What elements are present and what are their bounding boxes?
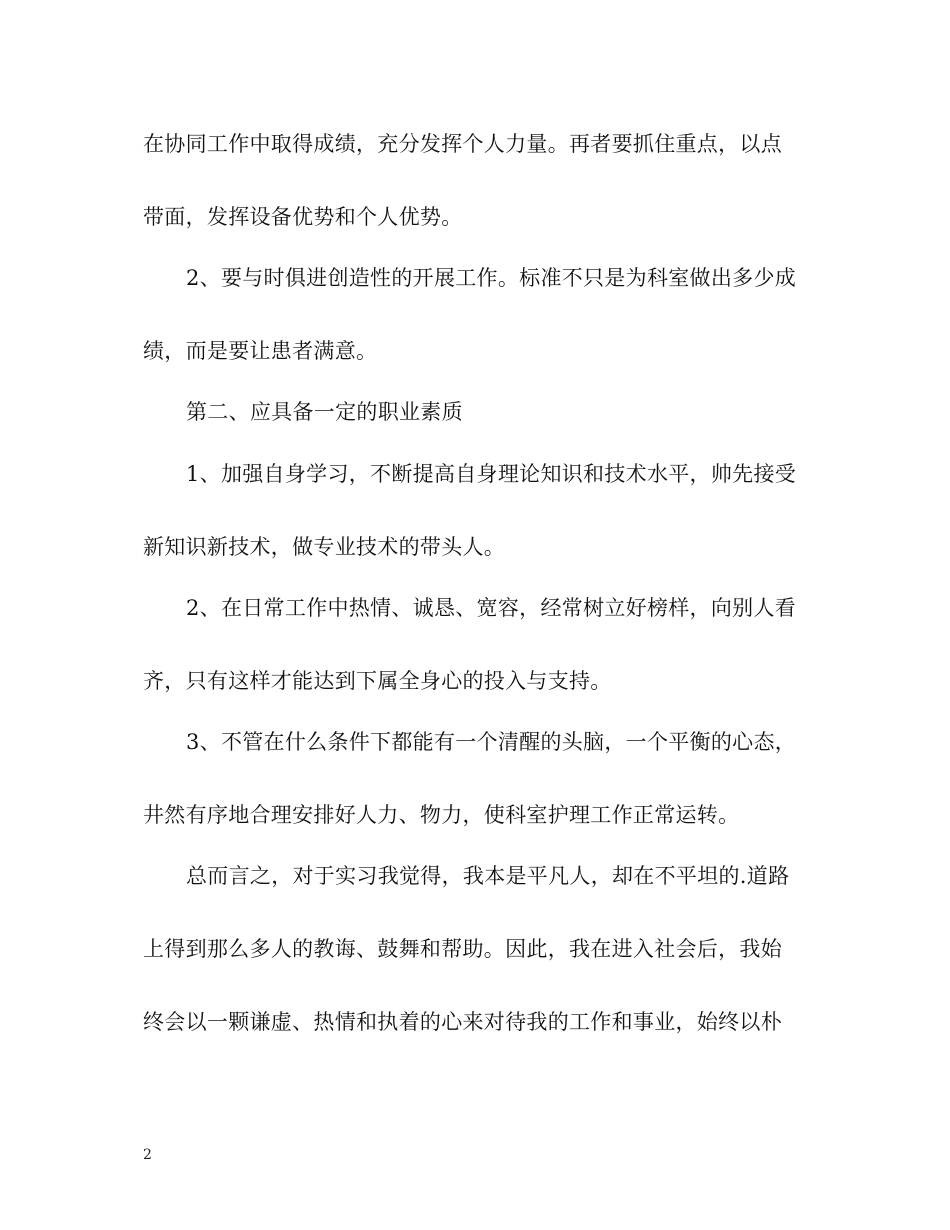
- text-line: 总而言之，对于实习我觉得，我本是平凡人，却在不平坦的.道路: [186, 864, 790, 888]
- text-line: 2、要与时俱进创造性的开展工作。标准不只是为科室做出多少成: [186, 266, 797, 290]
- text-line: 新知识新技术，做专业技术的带头人。: [143, 535, 506, 559]
- text-line: 3、不管在什么条件下都能有一个清醒的头脑，一个平衡的心态，: [186, 730, 797, 754]
- text-line: 1、加强自身学习，不断提高自身理论知识和技术水平，帅先接受: [186, 462, 797, 486]
- text-line: 终会以一颗谦虚、热情和执着的心来对待我的工作和事业，始终以朴: [143, 1010, 782, 1034]
- text-line: 上得到那么多人的教诲、鼓舞和帮助。因此，我在进入社会后，我始: [143, 937, 782, 961]
- text-line: 齐，只有这样才能达到下属全身心的投入与支持。: [143, 669, 612, 693]
- text-line: 带面，发挥设备优势和个人优势。: [143, 205, 463, 229]
- text-line: 井然有序地合理安排好人力、物力，使科室护理工作正常运转。: [143, 803, 740, 827]
- text-line: 在协同工作中取得成绩，充分发挥个人力量。再者要抓住重点，以点: [143, 132, 782, 156]
- text-line: 绩，而是要让患者满意。: [143, 339, 378, 363]
- page-number: 2: [143, 1147, 152, 1163]
- section-heading: 第二、应具备一定的职业素质: [186, 400, 463, 424]
- text-line: 2、在日常工作中热情、诚恳、宽容，经常树立好榜样，向别人看: [186, 596, 797, 620]
